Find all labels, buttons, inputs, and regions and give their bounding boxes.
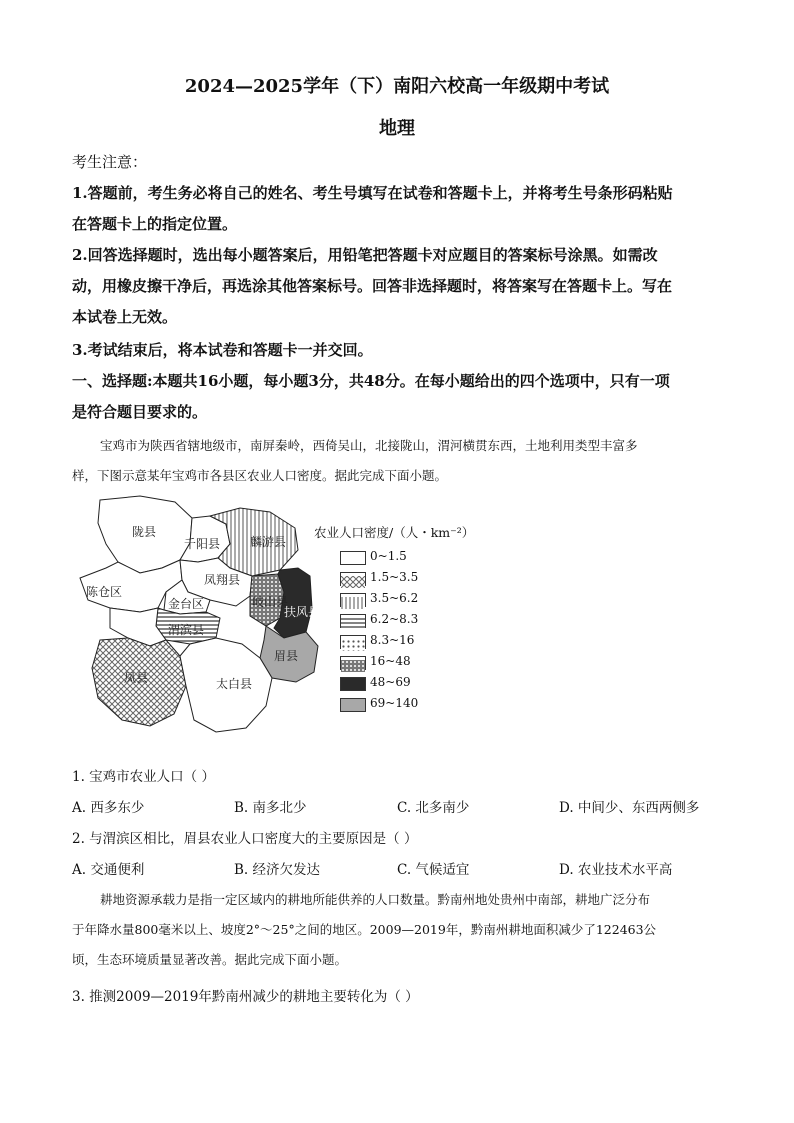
notice-heading: 考生注意： [72, 153, 148, 171]
section-heading-cont: 是符合题目要求的。 [72, 403, 208, 421]
question-stem: 2. 与渭滨区相比，眉县农业人口密度大的主要原因是（ ） [72, 831, 418, 847]
question-option[interactable]: B. 经济欠发达 [234, 862, 321, 878]
notice-item: 动，用橡皮擦干净后，再选涂其他答案标号。回答非选择题时，将答案写在答题卡上。写在 [72, 277, 673, 295]
legend-label: 6.2~8.3 [370, 612, 419, 626]
legend-swatch [340, 635, 366, 649]
question-option[interactable]: A. 交通便利 [72, 862, 145, 878]
legend-swatch [340, 551, 366, 565]
label-jintai: 金台区 [168, 597, 205, 611]
label-longxian: 陇县 [132, 525, 157, 539]
passage-line: 于年降水量800毫米以上、坡度2°～25°之间的地区。2009—2019年，黔南州耕地面积减少了122463公 [72, 922, 657, 937]
legend-label: 16~48 [370, 654, 411, 668]
question-option[interactable]: C. 北多南少 [397, 800, 470, 816]
notice-item: 2.回答选择题时，选出每小题答案后，用铅笔把答题卡对应题目的答案标号涂黑。如需改 [72, 246, 658, 264]
legend-label: 69~140 [370, 696, 419, 710]
label-chencang: 陈仓区 [86, 585, 123, 599]
notice-item: 本试卷上无效。 [72, 308, 178, 326]
label-fufeng: 扶风县 [284, 605, 321, 619]
question-option[interactable]: B. 南多北少 [234, 800, 307, 816]
legend-swatch [340, 677, 366, 691]
notice-item: 1.答题前，考生务必将自己的姓名、考生号填写在试卷和答题卡上，并将考生号条形码粘贴 [72, 184, 673, 202]
legend-label: 8.3~16 [370, 633, 415, 647]
legend-swatch [340, 656, 366, 670]
label-taibai: 太白县 [216, 677, 253, 691]
label-fengxiang: 凤翔县 [204, 573, 241, 587]
label-qishan: 岐山县 [252, 595, 289, 609]
notice-item: 在答题卡上的指定位置。 [72, 215, 238, 233]
label-linyou: 麟游县 [250, 535, 287, 549]
legend-swatch [340, 614, 366, 628]
passage-line: 样，下图示意某年宝鸡市各县区农业人口密度。据此完成下面小题。 [72, 468, 448, 483]
question-option[interactable]: C. 气候适宜 [397, 862, 470, 878]
label-weibin: 渭滨县 [168, 623, 205, 637]
label-meixian: 眉县 [274, 649, 299, 663]
passage-line: 宝鸡市为陕西省辖地级市，南屏秦岭，西倚吴山，北接陇山，渭河横贯东西，土地利用类型丰富多 [100, 438, 638, 453]
question-option[interactable]: A. 西多东少 [72, 800, 145, 816]
exam-title: 2024—2025学年（下）南阳六校高一年级期中考试 [184, 76, 610, 97]
legend-label: 0~1.5 [370, 549, 407, 563]
legend-swatch [340, 698, 366, 712]
question-option[interactable]: D. 中间少、东西两侧多 [559, 800, 700, 816]
section-heading: 一、选择题:本题共16小题，每小题3分，共48分。在每小题给出的四个选项中，只有一项 [72, 372, 670, 390]
label-qianyang: 千阳县 [184, 537, 221, 551]
question-stem: 3. 推测2009—2019年黔南州减少的耕地主要转化为（ ） [72, 989, 419, 1005]
legend-title: 农业人口密度/（人・km⁻²） [314, 525, 475, 540]
subject-title: 地理 [379, 118, 415, 139]
legend-swatch [340, 572, 366, 586]
legend-label: 48~69 [370, 675, 411, 689]
question-stem: 1. 宝鸡市农业人口（ ） [72, 769, 215, 785]
passage-line: 耕地资源承载力是指一定区域内的耕地所能供养的人口数量。黔南州地处贵州中南部，耕地广泛分布 [100, 892, 651, 907]
legend-label: 3.5~6.2 [370, 591, 419, 605]
label-fengxian: 凤县 [124, 671, 149, 685]
passage-line: 顷，生态环境质量显著改善。据此完成下面小题。 [72, 952, 348, 967]
question-option[interactable]: D. 农业技术水平高 [559, 862, 673, 878]
legend-swatch [340, 593, 366, 607]
notice-item: 3.考试结束后，将本试卷和答题卡一并交回。 [72, 341, 373, 359]
legend-label: 1.5~3.5 [370, 570, 419, 584]
